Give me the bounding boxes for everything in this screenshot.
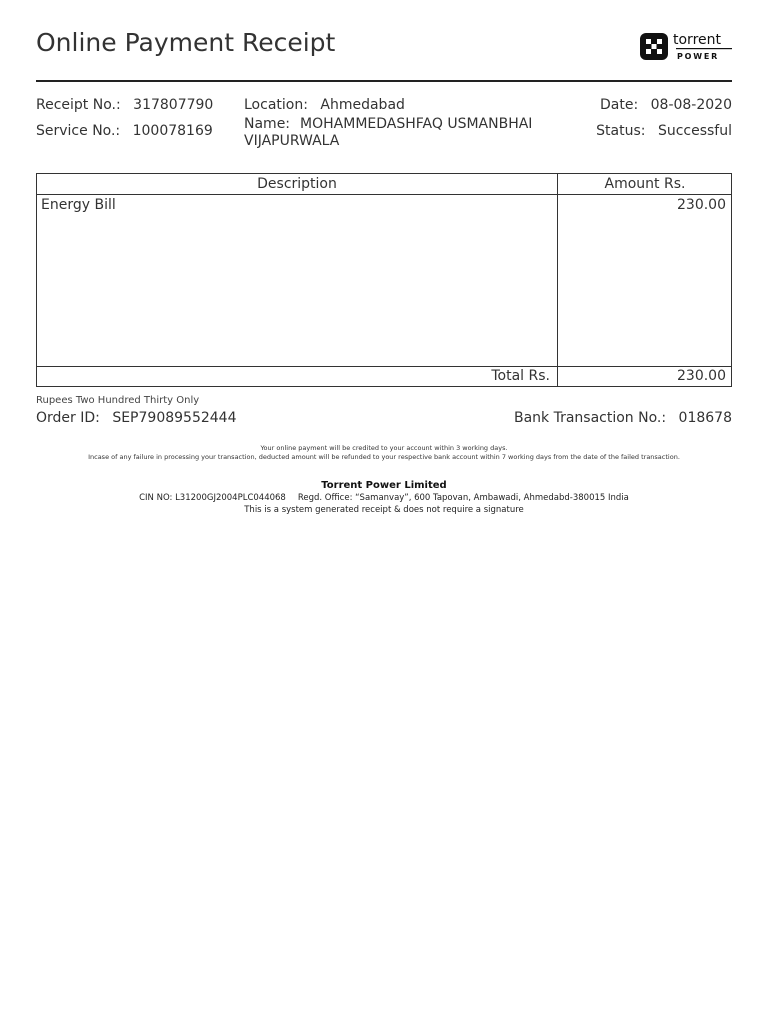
receipt-no-value: 317807790 [133,97,214,113]
table-total-divider [37,366,731,367]
total-label: Total Rs. [491,368,550,384]
table-header-divider [37,194,731,195]
date-value: 08-08-2020 [650,97,732,113]
order-id-label: Order ID: [36,410,100,426]
location-value: Ahmedabad [320,97,405,113]
system-generated-note: This is a system generated receipt & does not require a signature [244,505,524,515]
company-name: Torrent Power Limited [321,480,447,491]
name-field [244,116,544,150]
amount-column-header: Amount Rs. [604,176,686,192]
service-no-field [36,123,213,139]
location-label: Location: [244,97,308,113]
header-divider [36,80,732,82]
service-no-value: 100078169 [132,123,213,139]
receipt-no-field [36,97,213,113]
name-label: Name: [244,116,291,132]
cin-number: CIN NO: L31200GJ2004PLC044068 [139,493,286,503]
table-row-description: Energy Bill [41,197,116,213]
order-id-field [36,410,236,426]
description-column-header: Description [257,176,337,192]
bank-transaction-value: 018678 [678,410,732,426]
credit-note: Your online payment will be credited to your account within 3 working days. [260,444,508,452]
status-value: Successful [657,123,732,139]
payment-table [36,173,732,387]
torrent-power-logo [640,31,734,61]
registered-office: Regd. Office: “Samanvay”, 600 Tapovan, Ambawadi, Ahmedabd-380015 India [297,493,629,503]
order-id-value: SEP79089552444 [112,410,237,426]
table-row-amount: 230.00 [677,197,726,213]
date-label: Date: [599,97,639,113]
page-title: Online Payment Receipt [36,28,336,57]
table-column-divider [557,174,558,386]
refund-note: Incase of any failure in processing your transaction, deducted amount will be refunded to your respective bank account within 7 working days from the date of the failed transaction. [88,453,680,461]
location-field [244,97,405,113]
bank-transaction-field [514,410,732,426]
bank-transaction-label: Bank Transaction No.: [513,410,667,426]
status-field [596,123,732,139]
amount-in-words: Rupees Two Hundred Thirty Only [36,395,200,406]
company-details [0,493,768,503]
logo-wordmark-bottom: POWER [677,52,720,61]
total-amount: 230.00 [677,368,726,384]
receipt-no-label: Receipt No.: [36,97,121,113]
name-value: MOHAMMEDASHFAQ USMANBHAI VIJAPURWALA [244,116,533,149]
date-field [600,97,732,113]
status-label: Status: [596,123,646,139]
logo-wordmark-top: torrent [673,32,721,48]
service-no-label: Service No.: [36,123,121,139]
